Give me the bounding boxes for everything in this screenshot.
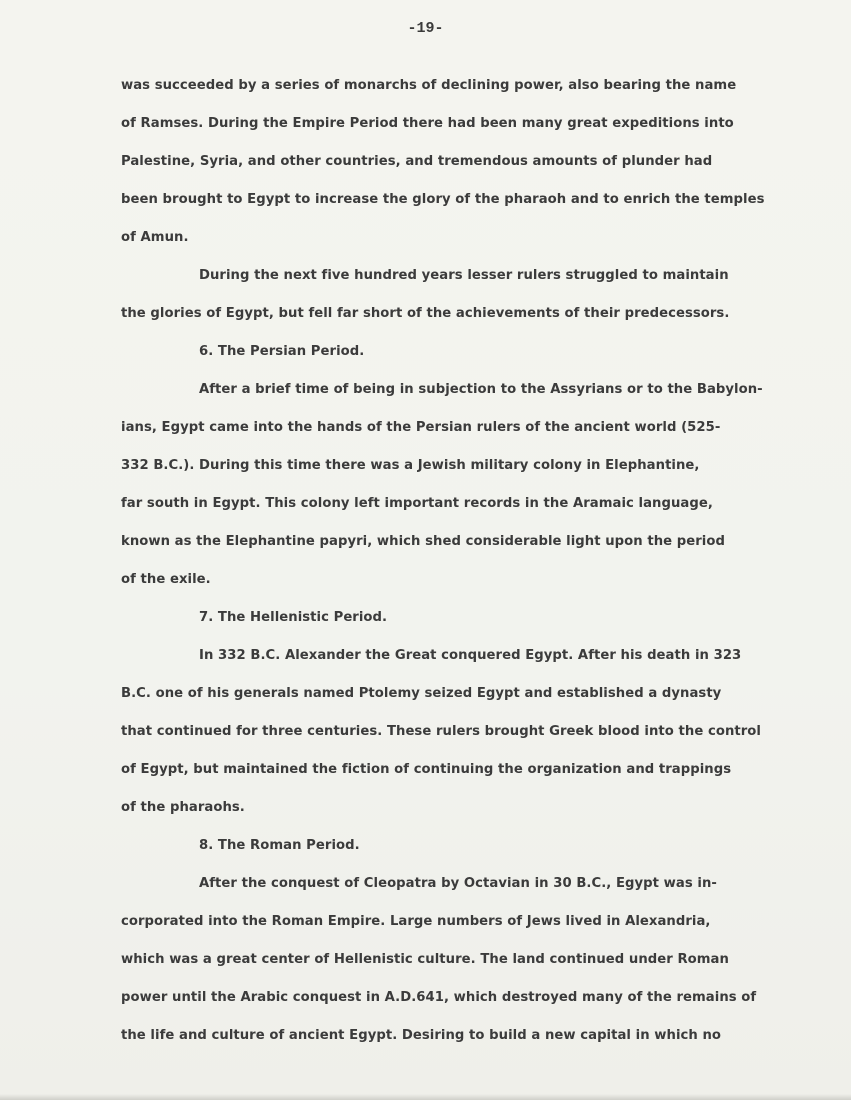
body-text-line: that continued for three centuries. These rulers brought Greek blood into the control [121, 724, 761, 739]
body-text-line: power until the Arabic conquest in A.D.641, which destroyed many of the remains of [121, 990, 757, 1005]
body-text-line: of Egypt, but maintained the fiction of continuing the organization and trappings [121, 762, 732, 777]
body-text-line: was succeeded by a series of monarchs of declining power, also bearing the name [121, 78, 737, 93]
body-text-line: of the pharaohs. [121, 800, 245, 815]
body-text-line: which was a great center of Hellenistic culture. The land continued under Roman [121, 952, 729, 967]
body-text-line: During the next five hundred years lesser rulers struggled to maintain [199, 268, 729, 283]
body-text-line: the life and culture of ancient Egypt. Desiring to build a new capital in which no [121, 1028, 722, 1043]
body-text-line: corporated into the Roman Empire. Large numbers of Jews lived in Alexandria, [121, 914, 711, 929]
body-text-line: of Amun. [121, 230, 189, 245]
page-number: -19- [407, 20, 444, 37]
body-text-line: In 332 B.C. Alexander the Great conquered Egypt. After his death in 323 [199, 648, 742, 663]
body-text-line: 332 B.C.). During this time there was a Jewish military colony in Elephantine, [121, 458, 700, 473]
body-text-line: After the conquest of Cleopatra by Octavian in 30 B.C., Egypt was in- [199, 876, 717, 891]
body-text-line: of Ramses. During the Empire Period there had been many great expeditions into [121, 116, 734, 131]
body-text-line: far south in Egypt. This colony left important records in the Aramaic language, [121, 496, 713, 511]
body-text-line: been brought to Egypt to increase the glory of the pharaoh and to enrich the temples [121, 192, 765, 207]
body-text-line: ians, Egypt came into the hands of the Persian rulers of the ancient world (525- [121, 420, 721, 435]
body-text-line: Palestine, Syria, and other countries, and tremendous amounts of plunder had [121, 154, 713, 169]
page-bottom-edge [0, 1094, 851, 1100]
body-text-line: B.C. one of his generals named Ptolemy seized Egypt and established a dynasty [121, 686, 722, 701]
body-text-line: of the exile. [121, 572, 211, 587]
body-text-line: known as the Elephantine papyri, which shed considerable light upon the period [121, 534, 725, 549]
body-text-line: After a brief time of being in subjection to the Assyrians or to the Babylon- [199, 382, 763, 397]
body-text-line: the glories of Egypt, but fell far short of the achievements of their predecessors. [121, 306, 730, 321]
section-heading-persian-period: 6. The Persian Period. [199, 344, 365, 359]
section-heading-hellenistic-period: 7. The Hellenistic Period. [199, 610, 388, 625]
section-heading-roman-period: 8. The Roman Period. [199, 838, 360, 853]
